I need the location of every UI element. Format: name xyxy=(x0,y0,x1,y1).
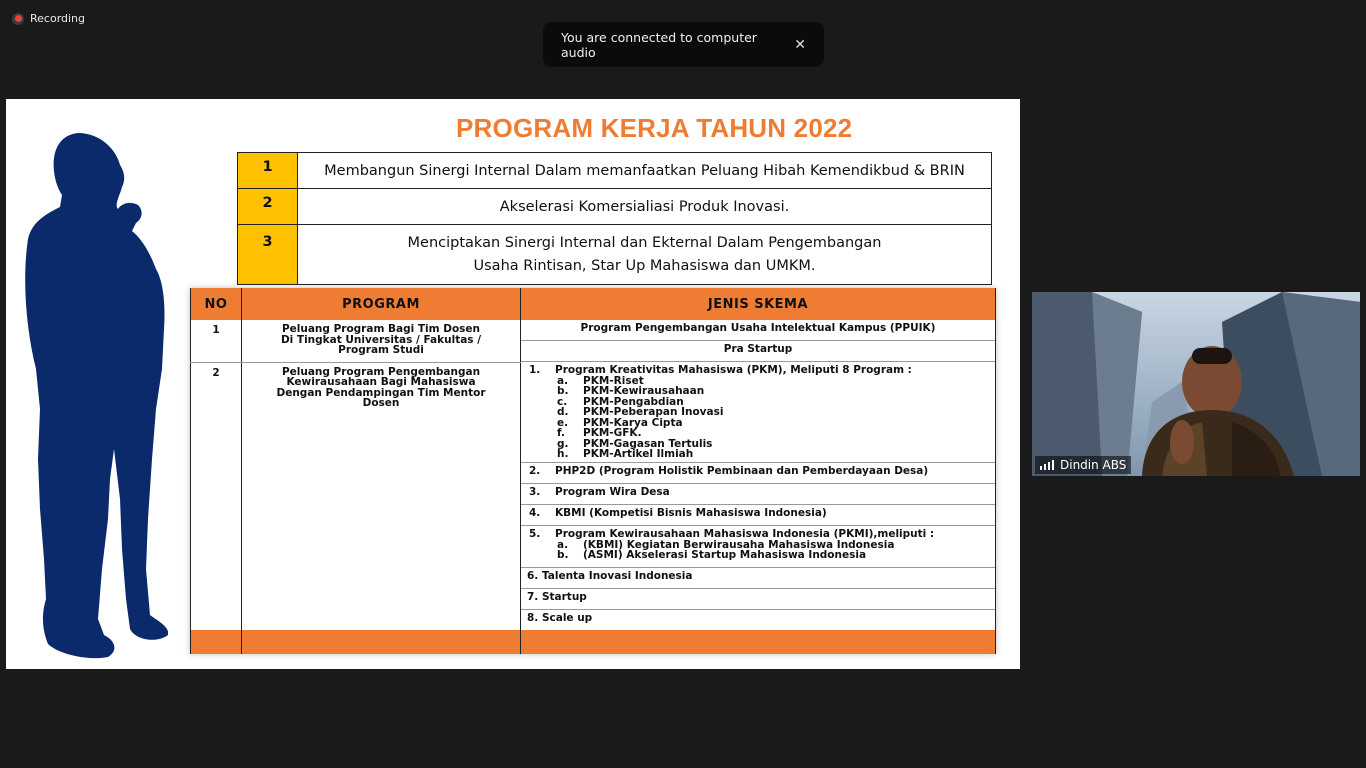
item-text: PKM-Peberapan Inovasi xyxy=(583,406,724,418)
jenis-item: 8. Scale up xyxy=(527,612,593,624)
program-line: Program Studi xyxy=(338,344,424,356)
goal-row xyxy=(238,189,992,225)
goal-text-line: Usaha Rintisan, Star Up Mahasiswa dan UMKM. xyxy=(473,257,816,274)
item-text: Program Kreativitas Mahasiswa (PKM), Meliputi 8 Program : xyxy=(555,364,912,376)
table-footer xyxy=(191,630,996,654)
signal-strength-icon xyxy=(1040,460,1054,470)
table-row xyxy=(191,320,996,362)
item-text: PKM-Artikel Ilmiah xyxy=(583,448,694,460)
jenis-item: Pra Startup xyxy=(521,341,995,362)
item-letter: a. xyxy=(557,538,569,551)
recording-label: Recording xyxy=(30,12,86,25)
jenis-item-pkm xyxy=(521,362,995,463)
video-background xyxy=(1032,292,1360,476)
program-line: Peluang Program Bagi Tim Dosen xyxy=(281,323,481,335)
goal-text xyxy=(298,225,992,285)
program-line: Di Tingkat Universitas / Fakultas / xyxy=(280,333,482,346)
jenis-item: Program Pengembangan Usaha Intelektual Kampus (PPUIK) xyxy=(521,320,995,341)
footer-cell xyxy=(191,630,242,654)
goal-text-line: Menciptakan Sinergi Internal dan Ekternal Dalam Pengembangan xyxy=(407,234,882,251)
item-text: Program Kewirausahaan Mahasiswa Indonesia (PKMI),meliputi : xyxy=(555,528,935,540)
slide-title: PROGRAM KERJA TAHUN 2022 xyxy=(456,113,853,143)
item-text: PKM-Karya Cipta xyxy=(583,416,683,429)
item-letter: h. xyxy=(557,448,569,460)
row-program xyxy=(242,320,521,362)
item-letter: d. xyxy=(557,406,569,418)
jenis-item: 7. Startup xyxy=(521,589,995,610)
participant-name: Dindin ABS xyxy=(1060,458,1127,472)
recording-icon xyxy=(12,13,24,25)
item-text: PKM-Gagasan Tertulis xyxy=(583,437,713,450)
program-line: Peluang Program Pengembangan xyxy=(281,365,481,378)
item-number: 1. xyxy=(529,364,541,376)
audio-toast xyxy=(543,22,824,67)
program-line: Dosen xyxy=(362,397,400,409)
goals-table xyxy=(237,152,992,285)
program-line: Kewirausahaan Bagi Mahasiswa xyxy=(286,376,476,388)
program-table xyxy=(190,288,996,654)
jenis-item xyxy=(521,484,995,505)
item-text: PKM-Kewirausahaan xyxy=(583,385,705,397)
header-jenis: JENIS SKEMA xyxy=(521,288,996,320)
item-text: PKM-Pengabdian xyxy=(583,395,684,408)
jenis-item xyxy=(521,505,995,526)
footer-cell xyxy=(242,630,521,654)
item-letter: f. xyxy=(557,427,565,439)
header-program: PROGRAM xyxy=(242,288,521,320)
row-program xyxy=(242,362,521,630)
row-number: 1 xyxy=(191,320,242,362)
jenis-item: 6. Talenta Inovasi Indonesia xyxy=(521,568,995,589)
shared-slide xyxy=(6,99,1020,669)
close-icon[interactable]: ✕ xyxy=(794,36,806,53)
table-row xyxy=(191,362,996,630)
participant-name-tag xyxy=(1035,456,1131,474)
item-letter: a. xyxy=(557,374,569,387)
jenis-item xyxy=(521,526,995,568)
header-no: NO xyxy=(191,288,242,320)
item-letter: b. xyxy=(557,385,569,397)
item-text: PKM-GFK. xyxy=(583,427,642,439)
table-header xyxy=(191,288,996,320)
item-text: KBMI (Kompetisi Bisnis Mahasiswa Indonesia) xyxy=(555,507,827,519)
goal-number: 2 xyxy=(238,189,298,225)
item-letter: b. xyxy=(557,549,569,561)
participant-video[interactable] xyxy=(1032,292,1360,476)
goal-number: 3 xyxy=(238,225,298,285)
item-text: Program Wira Desa xyxy=(555,486,670,498)
item-letter: e. xyxy=(557,416,569,429)
item-letter: g. xyxy=(557,437,569,450)
toast-message: You are connected to computer audio xyxy=(561,29,757,60)
item-text: (KBMI) Kegiatan Berwirausaha Mahasiswa Indonesia xyxy=(583,538,895,551)
goal-number: 1 xyxy=(238,153,298,189)
thinking-man-silhouette-icon xyxy=(18,129,168,669)
item-number: 3. xyxy=(529,486,541,498)
goal-row xyxy=(238,153,992,189)
item-text: (ASMI) Akselerasi Startup Mahasiswa Indonesia xyxy=(583,549,867,561)
row-number: 2 xyxy=(191,362,242,630)
row-jenis xyxy=(521,320,996,362)
item-letter: c. xyxy=(557,395,568,408)
footer-cell xyxy=(521,630,996,654)
item-number: 4. xyxy=(529,507,541,519)
item-number: 2. xyxy=(529,465,541,477)
recording-indicator xyxy=(12,12,85,25)
goal-text: Akselerasi Komersialiasi Produk Inovasi. xyxy=(298,189,992,225)
row-jenis xyxy=(521,362,996,630)
goal-text: Membangun Sinergi Internal Dalam memanfaatkan Peluang Hibah Kemendikbud & BRIN xyxy=(298,153,992,189)
goal-row xyxy=(238,225,992,285)
jenis-item xyxy=(521,463,995,484)
item-text: PKM-Riset xyxy=(583,374,644,387)
item-text: PHP2D (Program Holistik Pembinaan dan Pemberdayaan Desa) xyxy=(555,465,929,477)
item-number: 5. xyxy=(529,528,541,540)
program-line: Dengan Pendampingan Tim Mentor xyxy=(276,386,486,399)
